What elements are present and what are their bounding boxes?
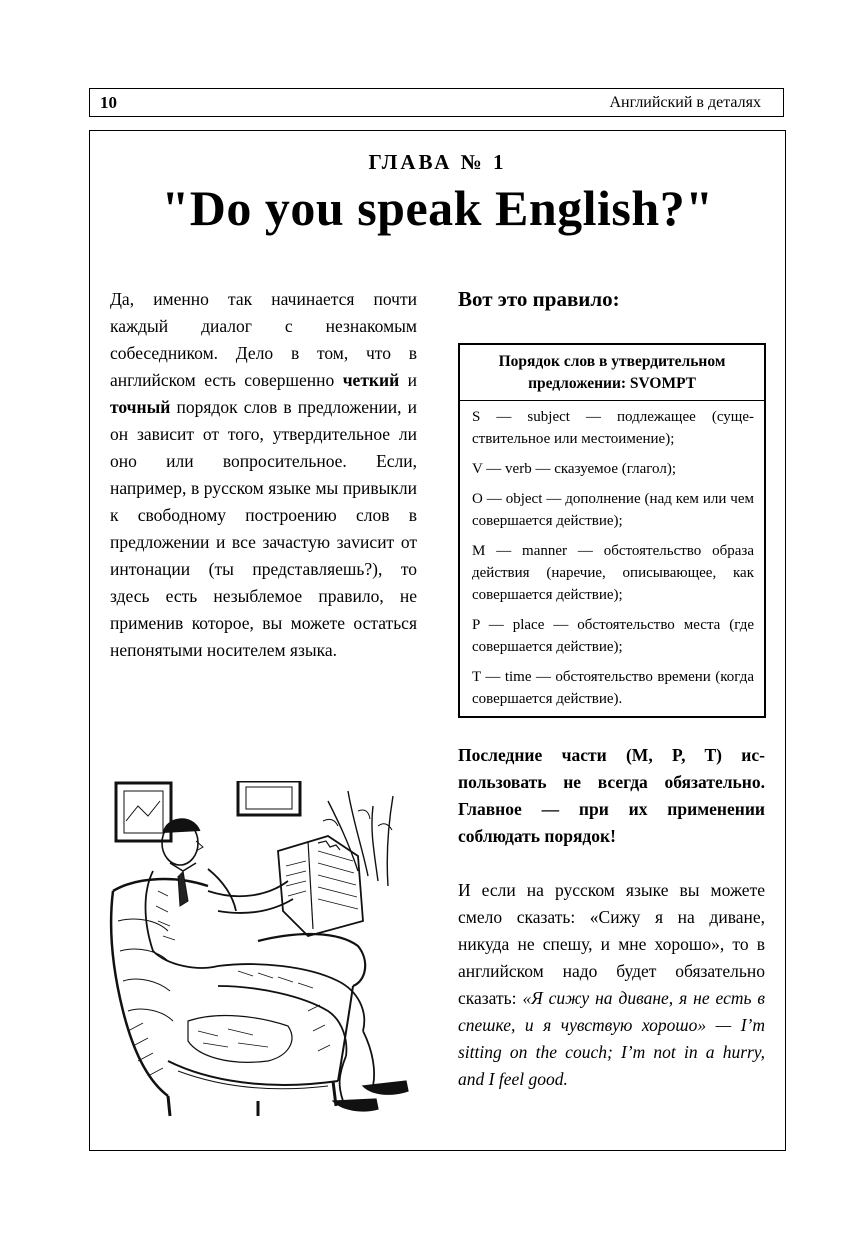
- rule-item-place: P — place — обстоятельство места (где совершается действие);: [472, 617, 754, 655]
- rule-item-verb: V — verb — сказуемое (глагол);: [472, 461, 677, 477]
- rule-item-object: O — object — дополнение (над кем или чем совершается действие);: [472, 491, 754, 529]
- bold-note: Последние части (M, P, T) использовать не всегда обязательно. Главное — при их применении соблюдать порядок!: [458, 745, 765, 846]
- rule-item-manner: M — manner — обстоятельство образа действия (наречие, описывающее, как совершается действие);: [472, 543, 754, 603]
- conjunction: и: [399, 370, 418, 390]
- example-plain-text: И если на русском языке вы можете смело сказать: «Сижу я на диване, никуда не спешу, и мне хорошо», то в английском надо будет обязательно сказать:: [458, 880, 765, 1008]
- example-paragraph: [458, 877, 765, 1093]
- example-italic-text: «Я сижу на диване, я не есть в спешке, и я чувствую хорошо» — I’m sitting on the couch; I’m not in a hurry, and I feel good.: [458, 988, 765, 1089]
- rule-item-time: T — time — обстоятельство времени (когда совершается действие).: [472, 669, 754, 707]
- bold-word-exact: точный: [110, 397, 171, 417]
- rule-box-title: Порядок слов в утвердительном предложении: SVOMPT: [460, 345, 764, 401]
- rule-list: [460, 401, 764, 716]
- man-reading-newspaper-illustration: [108, 781, 418, 1121]
- page-number: 10: [100, 93, 117, 112]
- intro-line-1: Да, именно так начинается почти: [110, 289, 417, 309]
- rule-item-subject: S — subject — подлежащее (существительное или местоимение);: [472, 409, 754, 447]
- chapter-frame: [89, 130, 786, 1151]
- bold-word-precise: четкий: [342, 370, 400, 390]
- chapter-title: "Do you speak English?": [161, 180, 714, 236]
- running-title: Английский в деталях: [609, 94, 761, 111]
- svompt-rule-box: [458, 343, 766, 718]
- intro-line-4: в английском есть совершенно: [110, 343, 417, 390]
- intro-line-3: собеседником. Дело в том, что: [110, 343, 391, 363]
- after-bold-text: порядок слов: [170, 397, 278, 417]
- chapter-label: ГЛАВА № 1: [368, 150, 507, 174]
- intro-line-2: каждый диалог с незнакомым: [110, 316, 417, 336]
- running-header: [89, 88, 784, 117]
- left-column-text: [110, 286, 417, 664]
- intro-rest: в предложении, и он зависит от того, утвердительное ли оно или вопросительное. Если, например, в русском языке мы привыкли к свободному построению слов в предложении и все зачастую заvисит от интонации (ты представляешь?), то здесь есть незыблемое правило, не применив которое, вы можете остаться непонятыми носителем языка.: [110, 397, 417, 660]
- rule-heading: Вот это правило:: [458, 287, 620, 311]
- right-column: [458, 286, 765, 1093]
